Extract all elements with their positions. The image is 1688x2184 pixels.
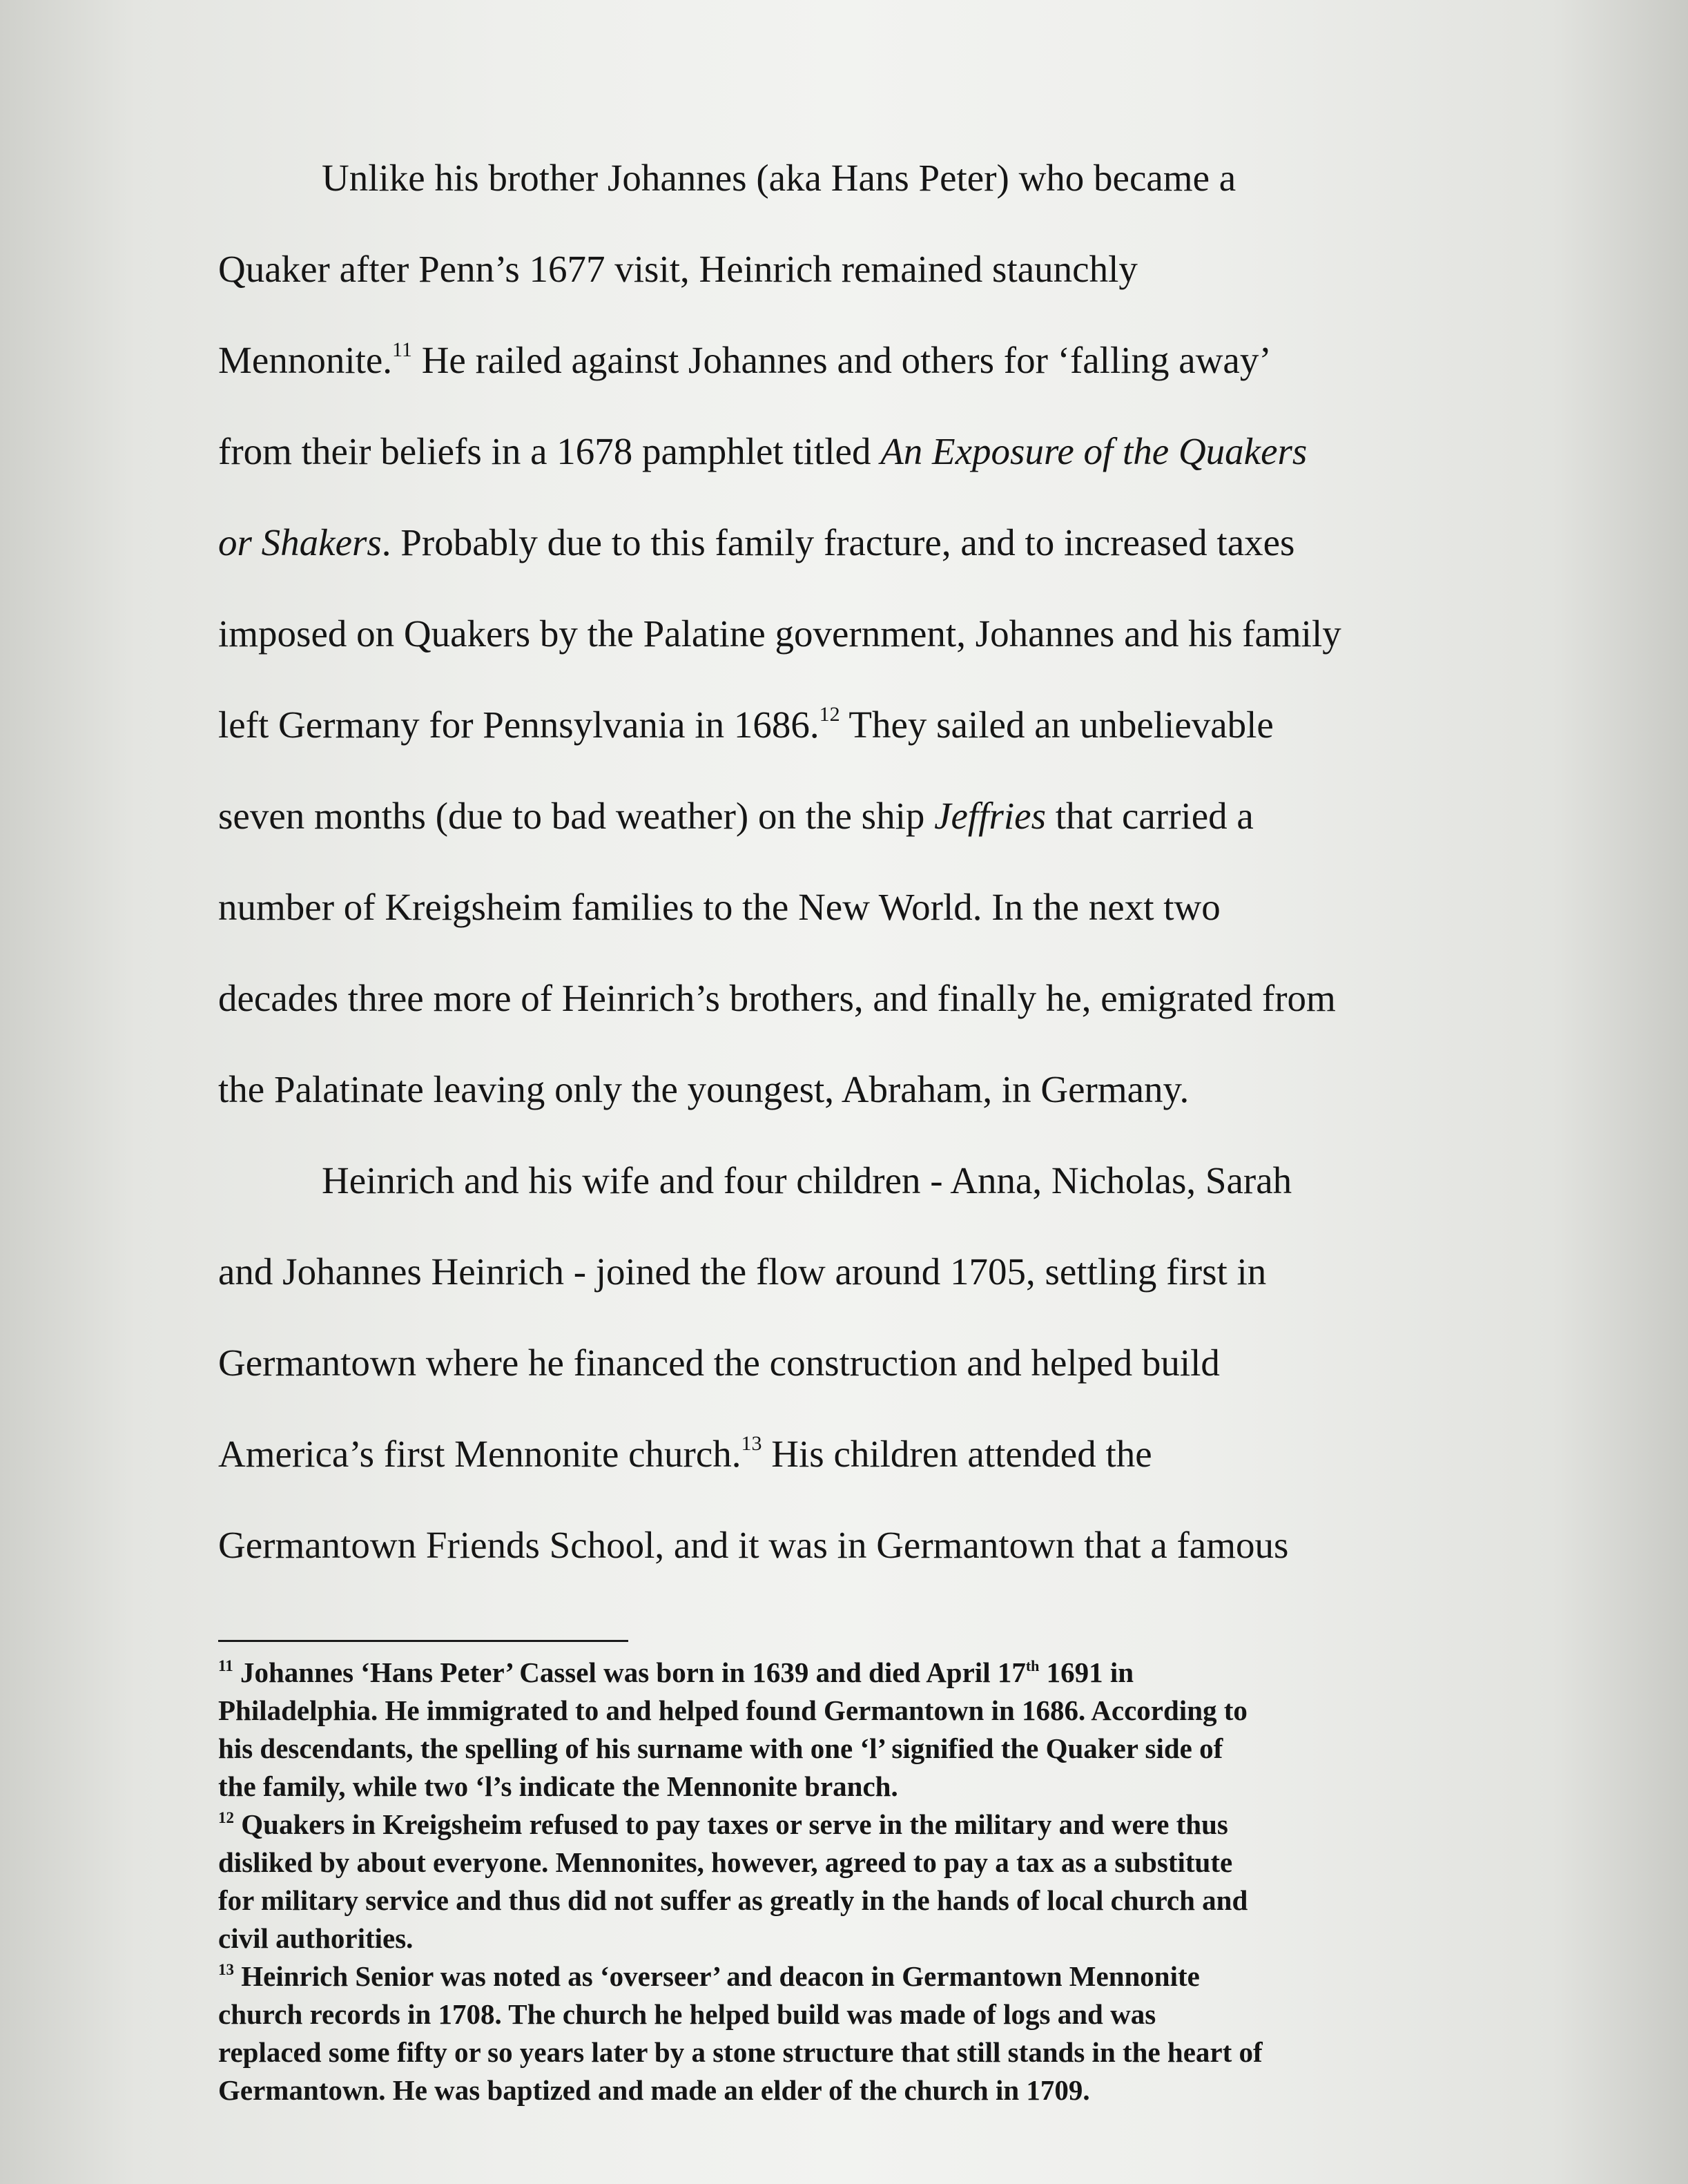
body-line: the Palatinate leaving only the youngest, Abraham, in Germany. bbox=[218, 1068, 1190, 1110]
footnote-12: $^{12}$ Quakers in Kreigsheim refused to pay taxes or serve in the military and were thus disliked by about everyone. Mennonites, however, agreed to pay a tax as a substitute for military service and thus did not suffer as greatly in the hands of local church and civil authorities. bbox=[218, 1808, 1248, 1954]
body-line: Heinrich and his wife and four children - Anna, Nicholas, Sarah bbox=[322, 1159, 1292, 1201]
body-line: Germantown where he financed the construction and helped build bbox=[218, 1342, 1220, 1384]
body-line: left Germany for Pennsylvania in 1686.12 They sailed an unbelievable bbox=[218, 703, 1274, 746]
footnote-11: $^{11}$ Johannes ‘Hans Peter’ Cassel was born in 1639 and died April 17th 1691 in Philadelphia. He immigrated to and helped found Germantown in 1686. According to his descendants, the spelling of his surname with one ‘l’ signified the Quaker side of the family, while two ‘l’s indicate the Mennonite branch. bbox=[218, 1656, 1248, 1802]
ship-name: Jeffries bbox=[934, 795, 1046, 837]
footnote-marker: 11 bbox=[218, 1657, 233, 1674]
body-line: number of Kreigsheim families to the New World. In the next two bbox=[218, 886, 1221, 928]
body-line: seven months (due to bad weather) on the ship Jeffries that carried a bbox=[218, 795, 1254, 837]
footnotes bbox=[218, 1654, 1461, 2109]
body-line: from their beliefs in a 1678 pamphlet titled An Exposure of the Quakers bbox=[218, 430, 1308, 472]
body-line: Unlike his brother Johannes (aka Hans Peter) who became a bbox=[322, 157, 1236, 199]
body-line: America’s first Mennonite church.$^{13}$ His children attended the bbox=[218, 1432, 1152, 1475]
footnote-marker: 12 bbox=[218, 1809, 234, 1826]
body-line: Quaker after Penn’s 1677 visit, Heinrich remained staunchly bbox=[218, 248, 1138, 290]
footnote-divider bbox=[218, 1640, 628, 1642]
body-line: decades three more of Heinrich’s brothers, and finally he, emigrated from bbox=[218, 977, 1336, 1019]
footnote-ref-12: 12 bbox=[819, 703, 840, 726]
pamphlet-title-cont: or Shakers bbox=[218, 521, 382, 563]
body-line: Germantown Friends School, and it was in Germantown that a famous bbox=[218, 1524, 1289, 1566]
body-text bbox=[218, 148, 1454, 1606]
footnote-ref-11: 11 bbox=[392, 338, 412, 361]
body-line: or Shakers. Probably due to this family fracture, and to increased taxes bbox=[218, 521, 1295, 563]
pamphlet-title: An Exposure of the Quakers bbox=[880, 430, 1308, 472]
body-line: and Johannes Heinrich - joined the flow around 1705, settling first in bbox=[218, 1250, 1267, 1293]
footnote-ref-13: 13 bbox=[741, 1432, 762, 1455]
body-line: Mennonite.$^{11}$ He railed against Johannes and others for ‘falling away’ bbox=[218, 338, 1272, 381]
footnote-13: $^{13}$ Heinrich Senior was noted as ‘overseer’ and deacon in Germantown Mennonite church records in 1708. The church he helped build was made of logs and was replaced some fifty or so years later by a stone structure that still stands in the heart of Germantown. He was baptized and made an elder of the church in 1709. bbox=[218, 1960, 1263, 2106]
footnote-marker: 13 bbox=[218, 1961, 234, 1978]
body-line: imposed on Quakers by the Palatine government, Johannes and his family bbox=[218, 612, 1341, 655]
